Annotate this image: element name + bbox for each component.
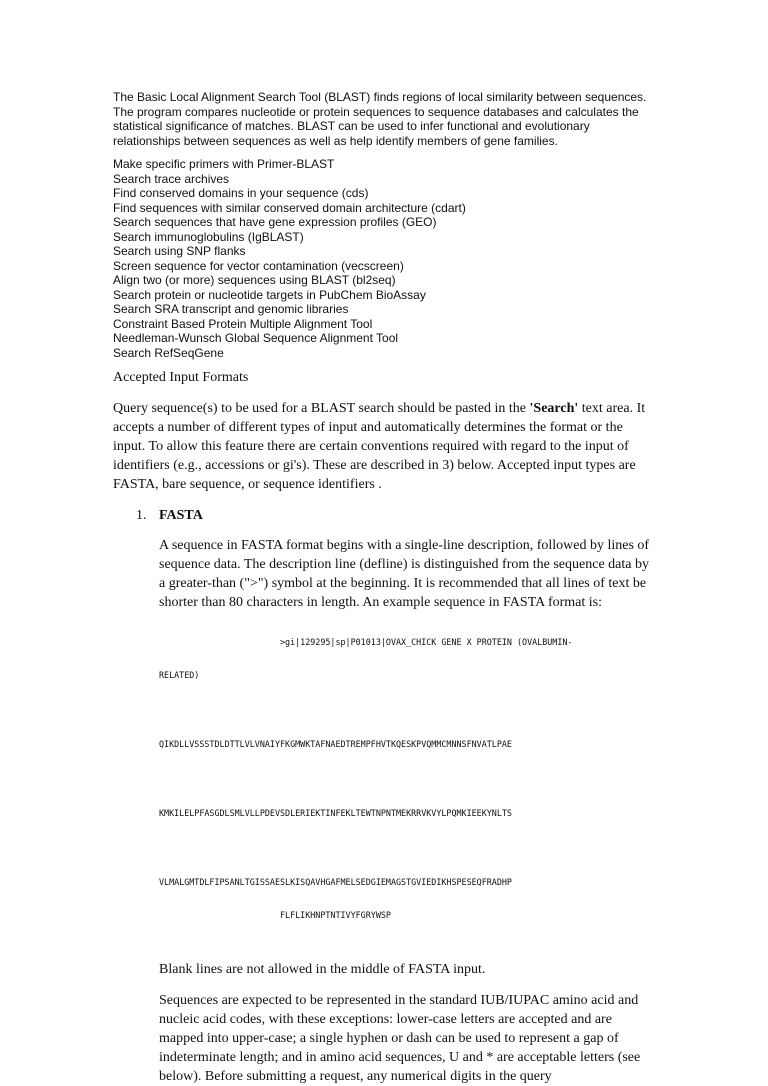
fasta-example-line: KMKILELPFASGDLSMLVLLPDEVSDLERIEKTINFEKLTEWTNPNTMEKRRVKVYLPQMKIEEKYNLTS <box>159 808 512 818</box>
accepted-formats-paragraph <box>113 399 658 494</box>
link-refseqgene[interactable]: Search RefSeqGene <box>113 345 224 360</box>
link-bl2seq[interactable]: Align two (or more) sequences using BLAST (bl2seq) <box>113 273 396 287</box>
blast-tools-list <box>113 157 658 360</box>
search-keyword: 'Search' <box>529 401 579 416</box>
fasta-item-title: FASTA <box>159 508 203 523</box>
link-igblast[interactable]: Search immunoglobulins (IgBLAST) <box>113 229 304 244</box>
accepted-formats-heading: Accepted Input Formats <box>113 370 249 385</box>
fasta-example-gap <box>159 703 654 717</box>
fasta-example-line: QIKDLLVSSSTDLDTTLVLVNAIYFKGMWKTAFNAEDTREMPFHVTKQESKPVQMMCMNNSFNVATLPAE <box>159 739 512 749</box>
link-cdart[interactable]: Find sequences with similar conserved domain architecture (cdart) <box>113 200 466 215</box>
fasta-example-gap <box>159 772 654 786</box>
link-trace-archives[interactable]: Search trace archives <box>113 171 230 186</box>
link-cds[interactable]: Find conserved domains in your sequence (cds) <box>113 186 369 200</box>
fasta-item-body <box>159 536 654 1086</box>
link-needleman-wunsch[interactable]: Needleman-Wunsch Global Sequence Alignment Tool <box>113 331 399 345</box>
formats-text-after: text area. It accepts a number of different types of input and automatically determines the format or the input. To allow this feature there are certain conventions required with regard to the input of identifiers (e.g., accessions or gi's). These are described in 3) below. Accepted input types are FASTA, bare sequence, or sequence identifiers . <box>113 401 646 492</box>
fasta-example-line: VLMALGMTDLFIPSANLTGISSAESLKISQAVHGAFMELSEDGIEMAGSTGVIEDIKHSPESEQFRADHP <box>159 877 512 887</box>
link-geo[interactable]: Search sequences that have gene expression profiles (GEO) <box>113 215 437 229</box>
blank-lines-note: Blank lines are not allowed in the middle of FASTA input. <box>159 962 486 977</box>
fasta-example-line: >gi|129295|sp|P01013|OVAX_CHICK GENE X PROTEIN (OVALBUMIN- <box>159 637 573 647</box>
fasta-list-item <box>113 507 658 1086</box>
fasta-example-sequence <box>159 615 654 943</box>
formats-text-before: Query sequence(s) to be used for a BLAST search should be pasted in the <box>113 401 530 416</box>
fasta-description: A sequence in FASTA format begins with a single-line description, followed by lines of sequence data. The description line (defline) is distinguished from the sequence data by a greater-than (">") symbol at the beginning. It is recommended that all lines of text be shorter than 80 characters in length. An example sequence in FASTA format is: <box>159 538 650 610</box>
link-cobalt[interactable]: Constraint Based Protein Multiple Alignment Tool <box>113 316 373 331</box>
fasta-item-number: 1. <box>136 508 147 523</box>
iupac-paragraph: Sequences are expected to be represented in the standard IUB/IUPAC amino acid and nucleic acid codes, with these exceptions: lower-case letters are accepted and are mapped into upper-case; a single hyphen or dash can be used to represent a gap of indeterminate length; and in amino acid sequences, U and * are acceptable letters (see below). Before submitting a request, any numerical digits in the query <box>159 993 641 1084</box>
link-pubchem-bioassay[interactable]: Search protein or nucleotide targets in PubChem BioAssay <box>113 287 426 302</box>
blast-intro-paragraph: The Basic Local Alignment Search Tool (BLAST) finds regions of local similarity between sequences. The program compares nucleotide or protein sequences to sequence databases and calculates the statistical significance of matches. BLAST can be used to infer functional and evolutionary relationships between sequences as well as help identify members of gene families. <box>113 90 647 148</box>
link-vecscreen[interactable]: Screen sequence for vector contamination (vecscreen) <box>113 258 404 273</box>
link-snp-flanks[interactable]: Search using SNP flanks <box>113 244 246 258</box>
fasta-example-gap <box>159 841 654 855</box>
document-page <box>113 90 658 1086</box>
fasta-example-line: FLFLIKHNPTNTIVYFGRYWSP <box>159 910 391 920</box>
fasta-example-line: RELATED) <box>159 670 200 680</box>
link-sra[interactable]: Search SRA transcript and genomic libraries <box>113 302 349 316</box>
link-primer-blast[interactable]: Make specific primers with Primer-BLAST <box>113 157 335 171</box>
